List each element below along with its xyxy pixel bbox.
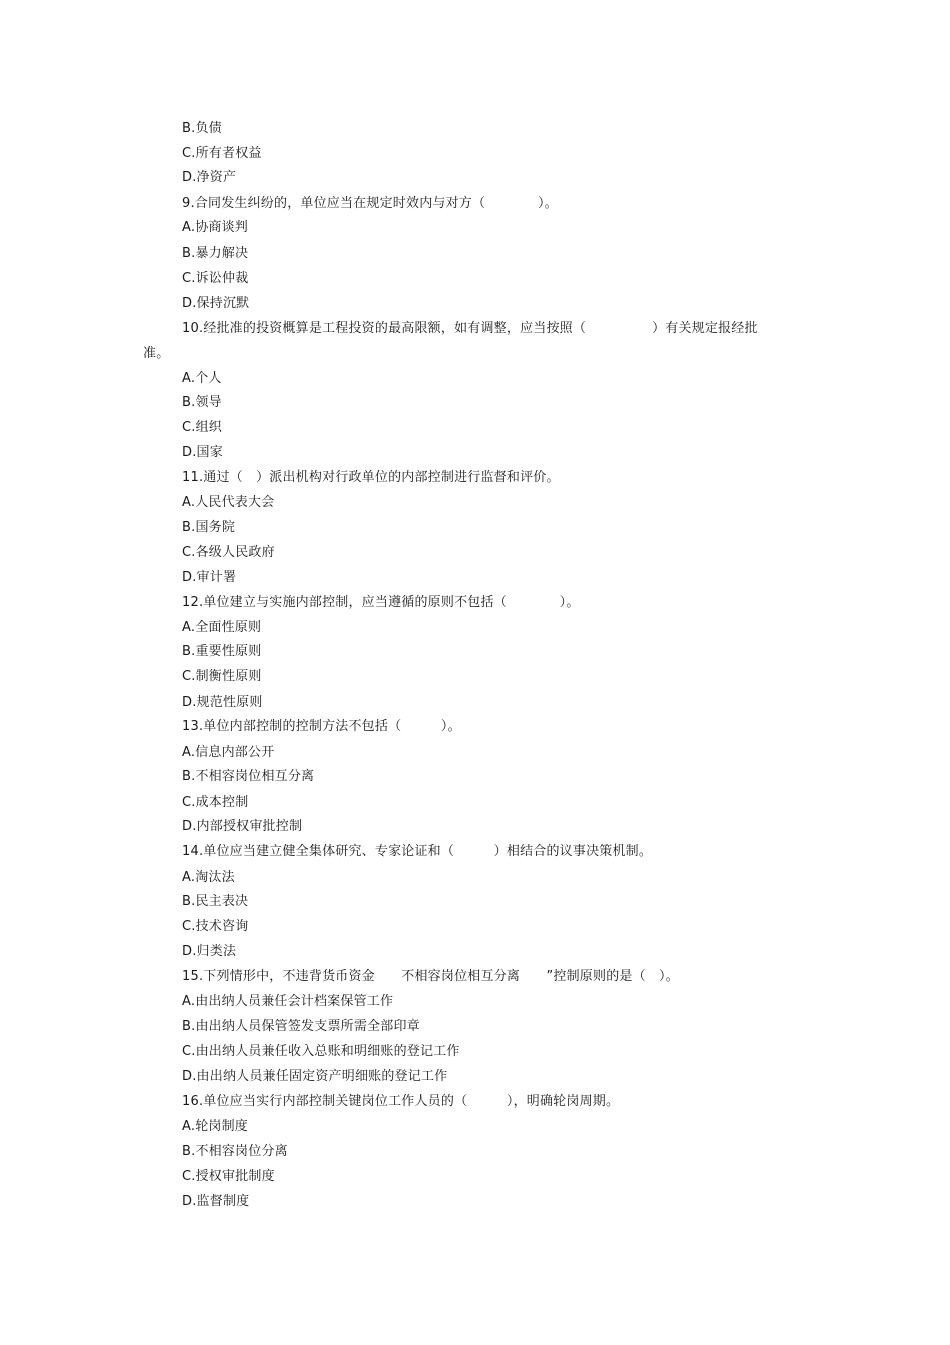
question-12: 12.单位建立与实施内部控制，应当遵循的原则不包括（ ）。 — [182, 595, 580, 610]
option-a-q11: A.人民代表大会 — [182, 495, 275, 510]
option-b-q10: B.领导 — [182, 395, 222, 410]
option-a-q10: A.个人 — [182, 371, 222, 386]
option-d-q16: D.监督制度 — [182, 1194, 250, 1209]
question-11: 11.通过（ ）派出机构对行政单位的内部控制进行监督和评价。 — [182, 470, 560, 485]
option-c-q16: C.授权审批制度 — [182, 1169, 275, 1184]
option-b-q9: B.暴力解决 — [182, 246, 249, 261]
question-10-continuation: 准。 — [143, 346, 170, 361]
option-d-q12: D.规范性原则 — [182, 695, 263, 710]
option-d-q14: D.归类法 — [182, 944, 237, 959]
option-d-q13: D.内部授权审批控制 — [182, 819, 303, 834]
option-a-q12: A.全面性原则 — [182, 620, 262, 635]
option-b-q14: B.民主表决 — [182, 894, 249, 909]
option-a-q14: A.淘汰法 — [182, 870, 235, 885]
option-a-q16: A.轮岗制度 — [182, 1119, 248, 1134]
option-b-q13: B.不相容岗位相互分离 — [182, 769, 315, 784]
option-c-q9: C.诉讼仲裁 — [182, 271, 249, 286]
option-c-q15: C.由出纳人员兼任收入总账和明细账的登记工作 — [182, 1044, 460, 1059]
option-b-q12: B.重要性原则 — [182, 644, 262, 659]
option-a-q9: A.协商谈判 — [182, 220, 248, 235]
option-a-q15: A.由出纳人员兼任会计档案保管工作 — [182, 994, 394, 1009]
option-d-q10: D.国家 — [182, 445, 223, 460]
option-d-q11: D.审计署 — [182, 570, 237, 585]
question-16: 16.单位应当实行内部控制关键岗位工作人员的（ ），明确轮岗周期。 — [182, 1094, 620, 1109]
option-d-q15: D.由出纳人员兼任固定资产明细账的登记工作 — [182, 1069, 448, 1084]
question-9: 9.合同发生纠纷的，单位应当在规定时效内与对方（ ）。 — [182, 196, 558, 211]
option-b-q8: B.负债 — [182, 121, 222, 136]
option-c-q8: C.所有者权益 — [182, 146, 262, 161]
option-c-q13: C.成本控制 — [182, 795, 249, 810]
question-10: 10.经批准的投资概算是工程投资的最高限额，如有调整，应当按照（ ）有关规定报经批 — [182, 321, 758, 336]
question-13: 13.单位内部控制的控制方法不包括（ ）。 — [182, 719, 461, 734]
option-d-q9: D.保持沉默 — [182, 296, 250, 311]
option-d-q8: D.净资产 — [182, 170, 237, 185]
option-c-q12: C.制衡性原则 — [182, 669, 262, 684]
option-b-q16: B.不相容岗位分离 — [182, 1144, 288, 1159]
option-c-q10: C.组织 — [182, 420, 223, 435]
option-b-q11: B.国务院 — [182, 520, 236, 535]
option-c-q14: C.技术咨询 — [182, 919, 249, 934]
option-b-q15: B.由出纳人员保管签发支票所需全部印章 — [182, 1019, 420, 1034]
option-a-q13: A.信息内部公开 — [182, 745, 275, 760]
question-15: 15.下列情形中，不违背货币资金 不相容岗位相互分离 ”控制原则的是（ ）。 — [182, 969, 679, 984]
question-14: 14.单位应当建立健全集体研究、专家论证和（ ）相结合的议事决策机制。 — [182, 844, 653, 859]
option-c-q11: C.各级人民政府 — [182, 545, 275, 560]
